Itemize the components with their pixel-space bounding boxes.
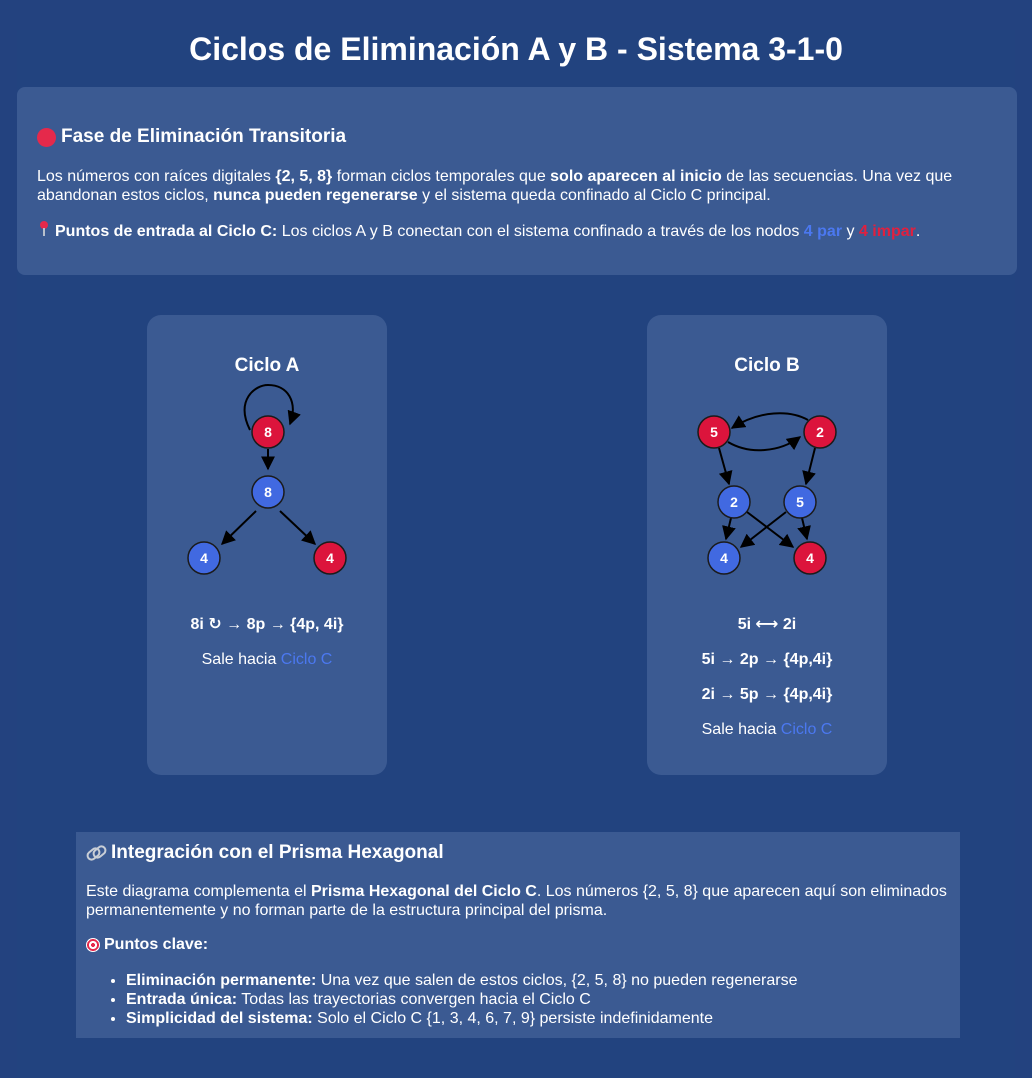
target-icon — [86, 938, 100, 952]
cycle-a-node-8-impar — [252, 416, 284, 448]
list-item — [126, 971, 797, 990]
svg-text:4: 4 — [200, 550, 208, 566]
svg-text:8: 8 — [264, 484, 272, 500]
cycle-b-edge-5i-2p — [719, 448, 729, 484]
list-item — [126, 1009, 797, 1028]
cycle-a-node-4-par — [188, 542, 220, 574]
cycle-a-node-4-impar — [314, 542, 346, 574]
cycle-b-edge-2p-4i — [747, 512, 793, 547]
cycle-b-node-4-par — [708, 542, 740, 574]
desc-set: {2, 5, 8} — [275, 168, 333, 185]
svg-text:2: 2 — [730, 494, 738, 510]
cycle-a-title: Ciclo A — [234, 355, 300, 376]
integration-desc-b: . Los números {2, 5, 8} que aparecen aquí son eliminados permanentemente y no forman parte de la estructura principal del prisma. — [86, 883, 947, 919]
cycle-a-node-8-par — [252, 476, 284, 508]
cycle-b-exit — [647, 720, 887, 739]
desc-part-b: forman ciclos temporales que — [332, 168, 551, 185]
cycle-b-node-5-par — [784, 486, 816, 518]
svg-text:8: 8 — [264, 424, 272, 440]
cycle-b-title: Ciclo B — [734, 355, 800, 376]
key-points-heading — [86, 936, 208, 954]
cycle-b-edge-5p-4i — [802, 518, 807, 539]
svg-text:5: 5 — [710, 424, 718, 440]
cycle-b-node-2-impar — [804, 416, 836, 448]
cycle-b-formula-1: 5i ⟷ 2i — [737, 616, 797, 633]
key-point-text: Una vez que salen de estos ciclos, {2, 5, 8} no pueden regenerarse — [316, 972, 798, 989]
cycle-a-formula: 8i ↻ → 8p → {4p, 4i} — [190, 616, 344, 633]
link-icon — [86, 846, 106, 860]
cycle-b-formula-3: 2i → 5p → {4p,4i} — [701, 686, 833, 703]
cycle-a-edge-8p-4i — [280, 511, 315, 544]
svg-text:4: 4 — [806, 550, 814, 566]
cycle-a-exit-target: Ciclo C — [280, 651, 333, 668]
integration-heading — [86, 842, 444, 864]
svg-text:4: 4 — [720, 550, 728, 566]
entry-points-end: . — [915, 223, 921, 240]
cycle-a-edge-8p-4p — [222, 511, 256, 544]
key-point-label: Eliminación permanente: — [126, 972, 317, 989]
key-point-label: Entrada única: — [126, 991, 238, 1008]
integration-heading-text: Integración con el Prisma Hexagonal — [111, 842, 444, 863]
integration-desc-a: Este diagrama complementa el — [86, 883, 311, 900]
cycle-b-edge-2i-5i — [732, 413, 808, 428]
desc-part-a: Los números con raíces digitales — [37, 168, 276, 185]
cycle-b-edge-5i-2i — [728, 437, 800, 450]
desc-part-c: de las secuencias. Una vez que abandonan estos ciclos, — [37, 168, 953, 204]
cycle-b-edge-2i-5p — [806, 448, 815, 484]
key-point-text: Solo el Ciclo C {1, 3, 4, 6, 7, 9} persiste indefinidamente — [312, 1010, 713, 1027]
entry-points-label: Puntos de entrada al Ciclo C: — [55, 223, 278, 240]
entry-points-text: Los ciclos A y B conectan con el sistema confinado a través de los nodos — [277, 223, 804, 240]
key-points-label: Puntos clave: — [104, 936, 209, 953]
cycle-b-exit-target: Ciclo C — [780, 721, 833, 738]
svg-text:2: 2 — [816, 424, 824, 440]
cycle-b-formula-2: 5i → 2p → {4p,4i} — [701, 651, 833, 668]
cycle-b-exit-prefix: Sale hacia — [701, 721, 781, 738]
cycle-b-node-2-par — [718, 486, 750, 518]
cycle-a-exit-prefix: Sale hacia — [201, 651, 281, 668]
page-title: Ciclos de Eliminación A y B - Sistema 3-1-0 — [189, 31, 843, 67]
impar-node-label: 4 impar — [858, 223, 916, 240]
key-point-text: Todas las trayectorias convergen hacia el Ciclo C — [237, 991, 591, 1008]
par-node-label: 4 par — [803, 223, 843, 240]
svg-text:5: 5 — [796, 494, 804, 510]
list-item — [126, 990, 797, 1009]
cycle-b-edge-5p-4p — [741, 512, 786, 547]
key-points-list — [86, 971, 797, 1028]
cycle-b-node-5-impar — [698, 416, 730, 448]
integration-desc-bold: Prisma Hexagonal del Ciclo C — [311, 883, 537, 900]
integration-description — [86, 882, 956, 920]
elimination-phase-heading-text: Fase de Eliminación Transitoria — [61, 126, 347, 147]
integration-panel — [76, 832, 960, 1038]
desc-bold-1: solo aparecen al inicio — [550, 168, 722, 185]
desc-part-d: y el sistema queda confinado al Ciclo C principal. — [417, 187, 771, 204]
entry-points-and: y — [842, 223, 859, 240]
desc-bold-2: nunca pueden regenerarse — [213, 187, 418, 204]
cycle-b-node-4-impar — [794, 542, 826, 574]
svg-text:4: 4 — [326, 550, 334, 566]
key-point-label: Simplicidad del sistema: — [126, 1010, 313, 1027]
cycle-b-edge-2p-4p — [726, 518, 731, 539]
cycle-a-exit — [147, 650, 387, 669]
